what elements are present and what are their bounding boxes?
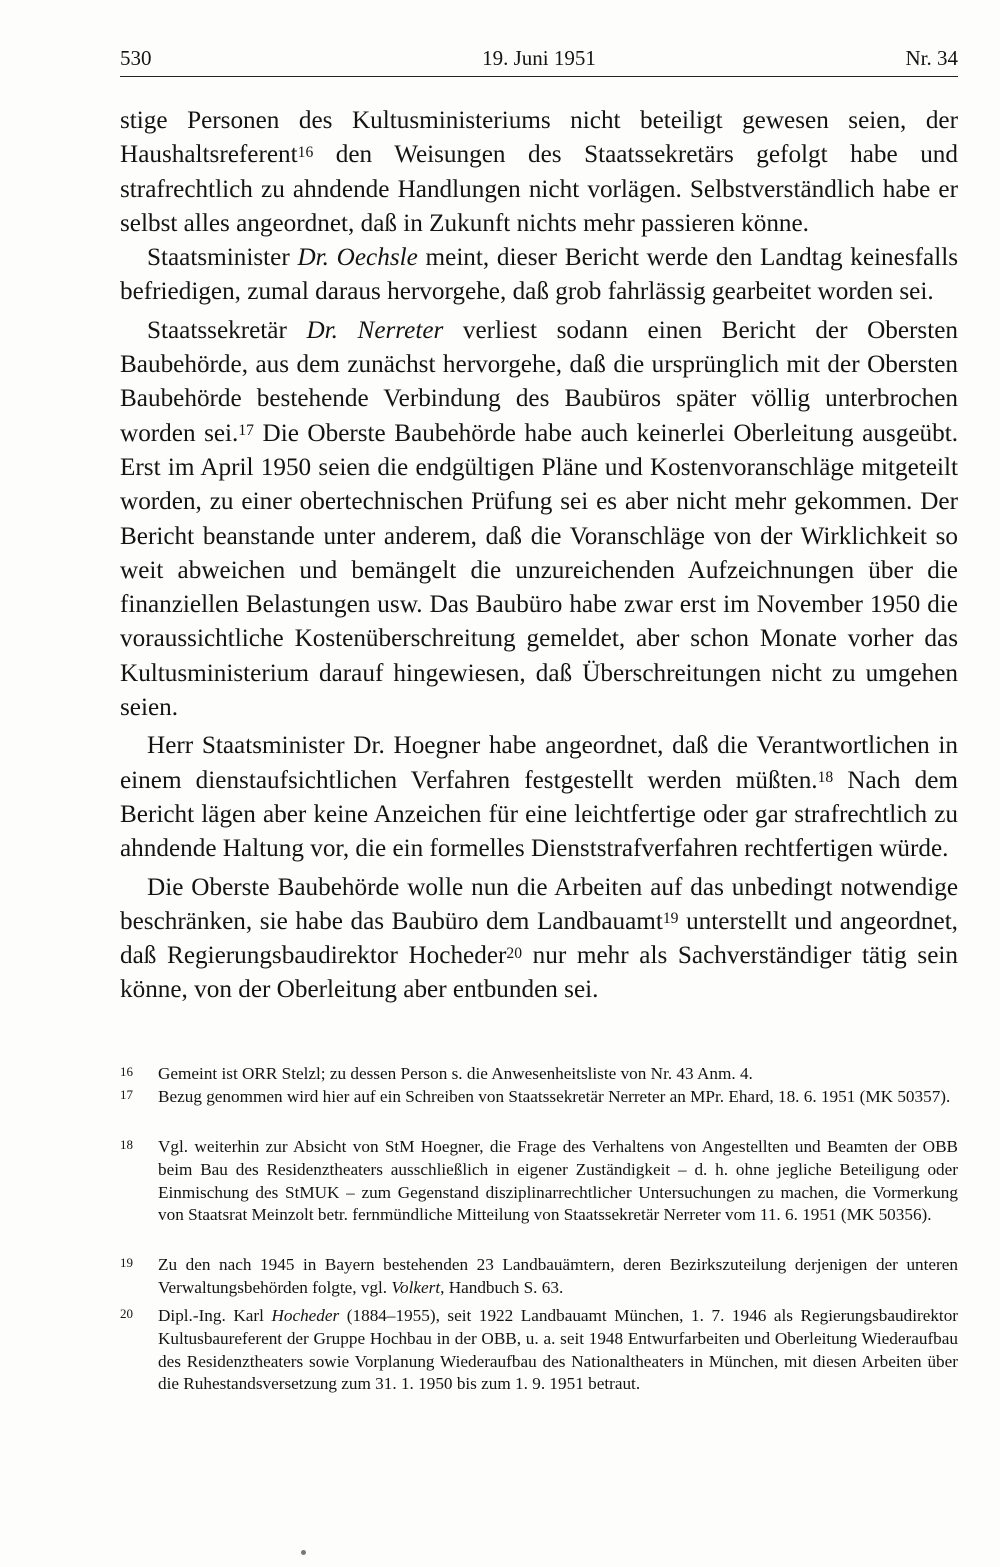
header-date: 19. Juni 1951 — [482, 46, 596, 70]
paragraph-1 — [120, 104, 958, 241]
speaker-name: Dr. Nerreter — [306, 316, 444, 344]
footnote-17 — [120, 1086, 958, 1109]
text: Dipl.-Ing. Karl — [158, 1306, 272, 1325]
footnote-ref-18: 18 — [817, 769, 834, 787]
text: Nach dem Bericht lägen aber keine Anzeichen für eine leichtfertige oder gar strafrechtlich zu ahndende Haltung vor, die ein formelles Dienststrafverfahren rechtfertigen würde. — [120, 766, 958, 863]
footnote-text: Bezug genommen wird hier auf ein Schreiben von Staatssekretär Nerreter an MPr. Ehard, 18. 6. 1951 (MK 50357). — [158, 1087, 951, 1106]
footnote-19 — [120, 1254, 958, 1300]
footnote-text: Vgl. weiterhin zur Absicht von StM Hoegner, die Frage des Verhaltens von Angestellten und Beamten der OBB beim Bau des Residenztheaters ausschließlich in eigener Zuständigkeit – d. h. ohne jegliche Beteiligung oder Einmischung des StMUK – zum Gegenstand disziplinarrechtlicher Untersuchungen zu machen, die Vormerkung von Staatsrat Meinzolt betr. fernmündliche Mitteilung von Staatssekretär Nerreter vom 11. 6. 1951 (MK 50356). — [158, 1137, 958, 1225]
text: Staatsminister — [147, 244, 298, 272]
page-number: 530 — [120, 46, 152, 70]
footnote-number: 18 — [120, 1137, 133, 1152]
footnote-text — [158, 1305, 958, 1396]
running-header — [120, 42, 958, 76]
footnote-ref-20: 20 — [506, 944, 522, 962]
text: stige Personen des Kultusministeriums nicht beteiligt gewesen seien, der Haushaltsreferent — [120, 107, 958, 169]
speaker-name: Dr. Oechsle — [297, 244, 418, 272]
text: , Handbuch S. 63. — [440, 1277, 564, 1297]
text: verliest sodann einen Bericht der Obersten Baubehörde, aus dem zunächst hervorgehe, daß die ursprünglich mit der Obersten Baubehörde bestehende Verbindung des Baubüros später völlig unterbrochen worden sei. — [120, 316, 958, 447]
footnote-ref-16: 16 — [297, 143, 314, 161]
text: nur mehr als Sachverständiger tätig sein könne, von der Oberleitung aber entbunden sei. — [120, 942, 958, 1004]
main-text — [120, 104, 958, 1008]
text: Staatssekretär — [147, 316, 307, 344]
paragraph-4 — [120, 729, 958, 866]
author-name: Hocheder — [271, 1306, 340, 1325]
print-speck — [301, 1550, 306, 1555]
footnote-ref-17: 17 — [238, 422, 254, 440]
text: Zu den nach 1945 in Bayern bestehenden 23 Landbauämtern, deren Bezirkszuteilung derjenigen der unteren Verwaltungsbehörden folgte, vgl. — [158, 1255, 958, 1297]
paragraph-3 — [120, 314, 958, 726]
text: Die Oberste Baubehörde wolle nun die Arbeiten auf das unbedingt notwendige beschränken, sie habe das Baubüro dem Landbauamt — [120, 873, 958, 935]
footnote-text: Gemeint ist ORR Stelzl; zu dessen Person s. die Anwesenheitsliste von Nr. 43 Anm. 4. — [158, 1064, 753, 1083]
text: meint, dieser Bericht werde den Landtag keinesfalls befriedigen, zumal daraus hervorgehe, daß grob fahrlässig gearbeitet worden sei. — [120, 244, 958, 306]
footnote-20 — [120, 1305, 958, 1396]
paragraph-2 — [120, 241, 958, 310]
paragraph-5 — [120, 871, 958, 1008]
footnote-number: 16 — [120, 1064, 133, 1079]
footnote-16 — [120, 1063, 958, 1086]
text: den Weisungen des Staatssekretärs gefolgt habe und strafrechtlich zu ahndende Handlungen nicht vorlägen. Selbstverständlich habe er selbst alles angeordnet, daß in Zukunft nichts mehr passieren könne. — [120, 141, 958, 237]
text: unterstellt und angeordnet, daß Regierungsbaudirektor Hocheder — [120, 907, 958, 970]
footnote-number: 20 — [120, 1306, 133, 1321]
footnote-number: 17 — [120, 1087, 133, 1102]
footnote-text — [158, 1254, 958, 1300]
text: Herr Staatsminister Dr. Hoegner habe angeordnet, daß die Verantwortlichen in einem dienstaufsichtlichen Verfahren festgestellt werden müßten. — [120, 732, 958, 794]
text: (1884–1955), seit 1922 Landbauamt München, 1. 7. 1946 als Regierungsbaudirektor Kultusbaureferent der Gruppe Hochbau in der OBB, u. a. seit 1948 Entwurfarbeiten und Oberleitung Wiederaufbau des Residenztheaters sowie Vorplanung Wiederaufbau des Nationaltheaters in München, mit diesen Arbeiten über die Ruhestandsversetzung zum 31. 1. 1950 bis zum 1. 9. 1951 betraut. — [158, 1306, 959, 1394]
footnote-ref-19: 19 — [662, 910, 679, 928]
footnote-number: 19 — [120, 1255, 133, 1270]
header-rule — [120, 76, 958, 77]
issue-number: Nr. 34 — [905, 46, 958, 70]
footnote-18 — [120, 1136, 958, 1227]
author-name: Volkert — [391, 1277, 441, 1297]
text: Die Oberste Baubehörde habe auch keinerlei Oberleitung ausgeübt. Erst im April 1950 seien die endgültigen Pläne und Kostenvoranschläge mitgeteilt worden, zu einer obertechnischen Prüfung sei es aber nicht mehr gekommen. Der Bericht beanstande unter anderem, daß die Voranschläge von der Wirklichkeit so weit abweichen und bemängelt die unzureichenden Aufzeichnungen über die finanziellen Belastungen usw. Das Baubüro habe zwar erst im November 1950 die voraussichtliche Kostenüberschreitung gemeldet, aber schon Monate vorher das Kultusministerium darauf hingewiesen, daß Überschreitungen nicht zu umgehen seien. — [120, 419, 958, 722]
